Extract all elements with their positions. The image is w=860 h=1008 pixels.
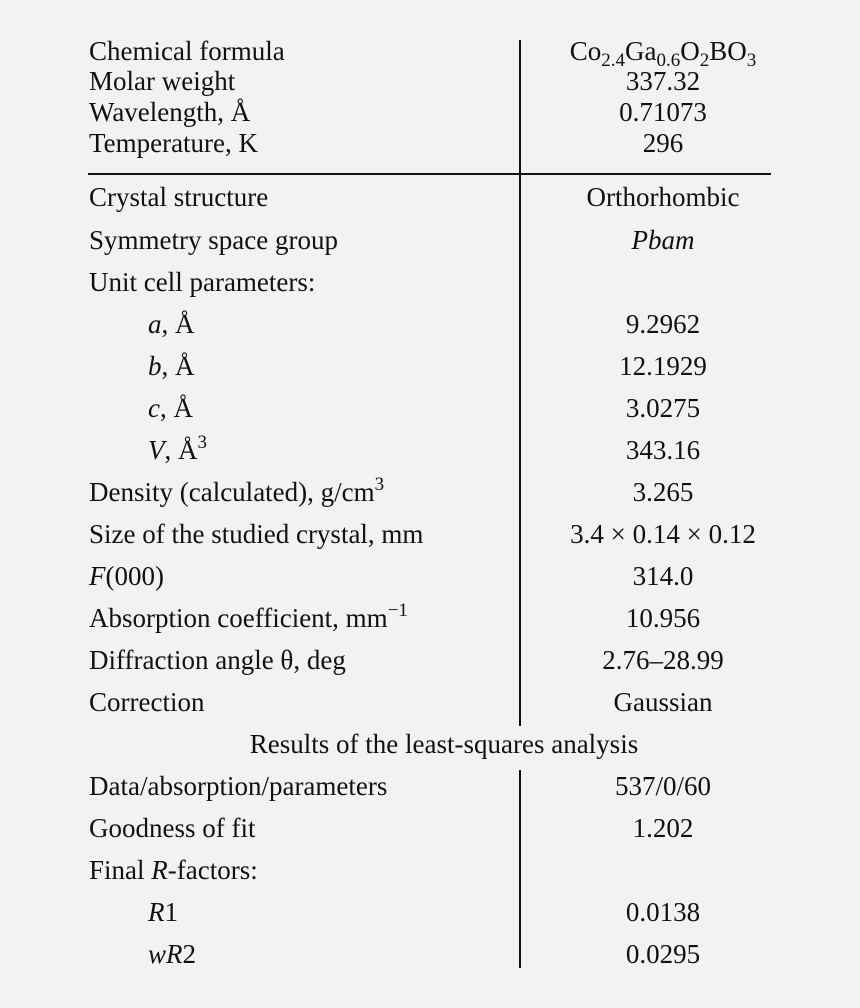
row-value-a: 9.2962 — [625, 309, 701, 339]
row-label-correction: Correction — [89, 687, 205, 717]
row-label-diffraction-angle: Diffraction angle θ, deg — [89, 645, 346, 675]
section-title-least-squares: Results of the least-squares analysis — [249, 729, 639, 759]
row-label-wavelength: Wavelength, Å — [89, 97, 251, 127]
row-label-chemical-formula: Chemical formula — [89, 36, 285, 66]
column-divider-upper — [519, 40, 521, 726]
header-divider — [88, 173, 771, 175]
row-value-molar-weight: 337.32 — [625, 66, 701, 96]
row-value-v: 343.16 — [625, 435, 701, 465]
row-value-f000: 314.0 — [632, 561, 694, 591]
row-value-temperature: 296 — [642, 128, 684, 158]
row-label-crystal-size: Size of the studied crystal, mm — [89, 519, 424, 549]
row-label-goodness-of-fit: Goodness of fit — [89, 813, 256, 843]
row-label-final-r-factors: Final R-factors: — [89, 855, 258, 885]
row-label-absorption-coefficient: Absorption coefficient, $mm^{-1}$ — [89, 600, 408, 633]
row-label-wr2: wR2 — [148, 939, 197, 969]
row-label-density: Density (calculated), $g/cm^3$ — [89, 474, 385, 507]
row-label-temperature: Temperature, K — [89, 128, 259, 158]
row-label-crystal-structure: Crystal structure — [89, 182, 269, 212]
column-divider-lower — [519, 770, 521, 968]
row-value-goodness-of-fit: 1.202 — [632, 813, 694, 843]
row-label-b: b, Å — [148, 351, 195, 381]
row-value-absorption-coefficient: 10.956 — [625, 603, 701, 633]
row-value-crystal-size: 3.4 × 0.14 × 0.12 — [570, 519, 756, 549]
row-value-c: 3.0275 — [625, 393, 701, 423]
row-label-data-absorption-parameters: Data/absorption/parameters — [89, 771, 388, 801]
row-value-r1: 0.0138 — [625, 897, 701, 927]
row-label-f000: F(000) — [89, 561, 164, 591]
row-label-a: a, Å — [148, 309, 195, 339]
row-value-diffraction-angle: 2.76–28.99 — [602, 645, 724, 675]
row-label-molar-weight: Molar weight — [89, 66, 236, 96]
row-value-b: 12.1929 — [619, 351, 707, 381]
row-value-density: 3.265 — [632, 477, 694, 507]
row-label-v: V, $Å^3$ — [148, 432, 207, 465]
row-label-unit-cell: Unit cell parameters: — [89, 267, 316, 297]
row-value-space-group: Pbam — [631, 225, 695, 255]
row-value-wavelength: 0.71073 — [619, 97, 707, 127]
row-value-data-absorption-parameters: 537/0/60 — [614, 771, 711, 801]
row-value-chemical-formula: $Co_{2.4}Ga_{0.6}O_2BO_3$ — [569, 36, 757, 71]
row-label-space-group: Symmetry space group — [89, 225, 338, 255]
row-value-correction: Gaussian — [613, 687, 713, 717]
row-label-c: c, Å — [148, 393, 193, 423]
row-label-r1: R1 — [148, 897, 178, 927]
row-value-wr2: 0.0295 — [625, 939, 701, 969]
row-value-crystal-structure: Orthorhombic — [586, 182, 740, 212]
